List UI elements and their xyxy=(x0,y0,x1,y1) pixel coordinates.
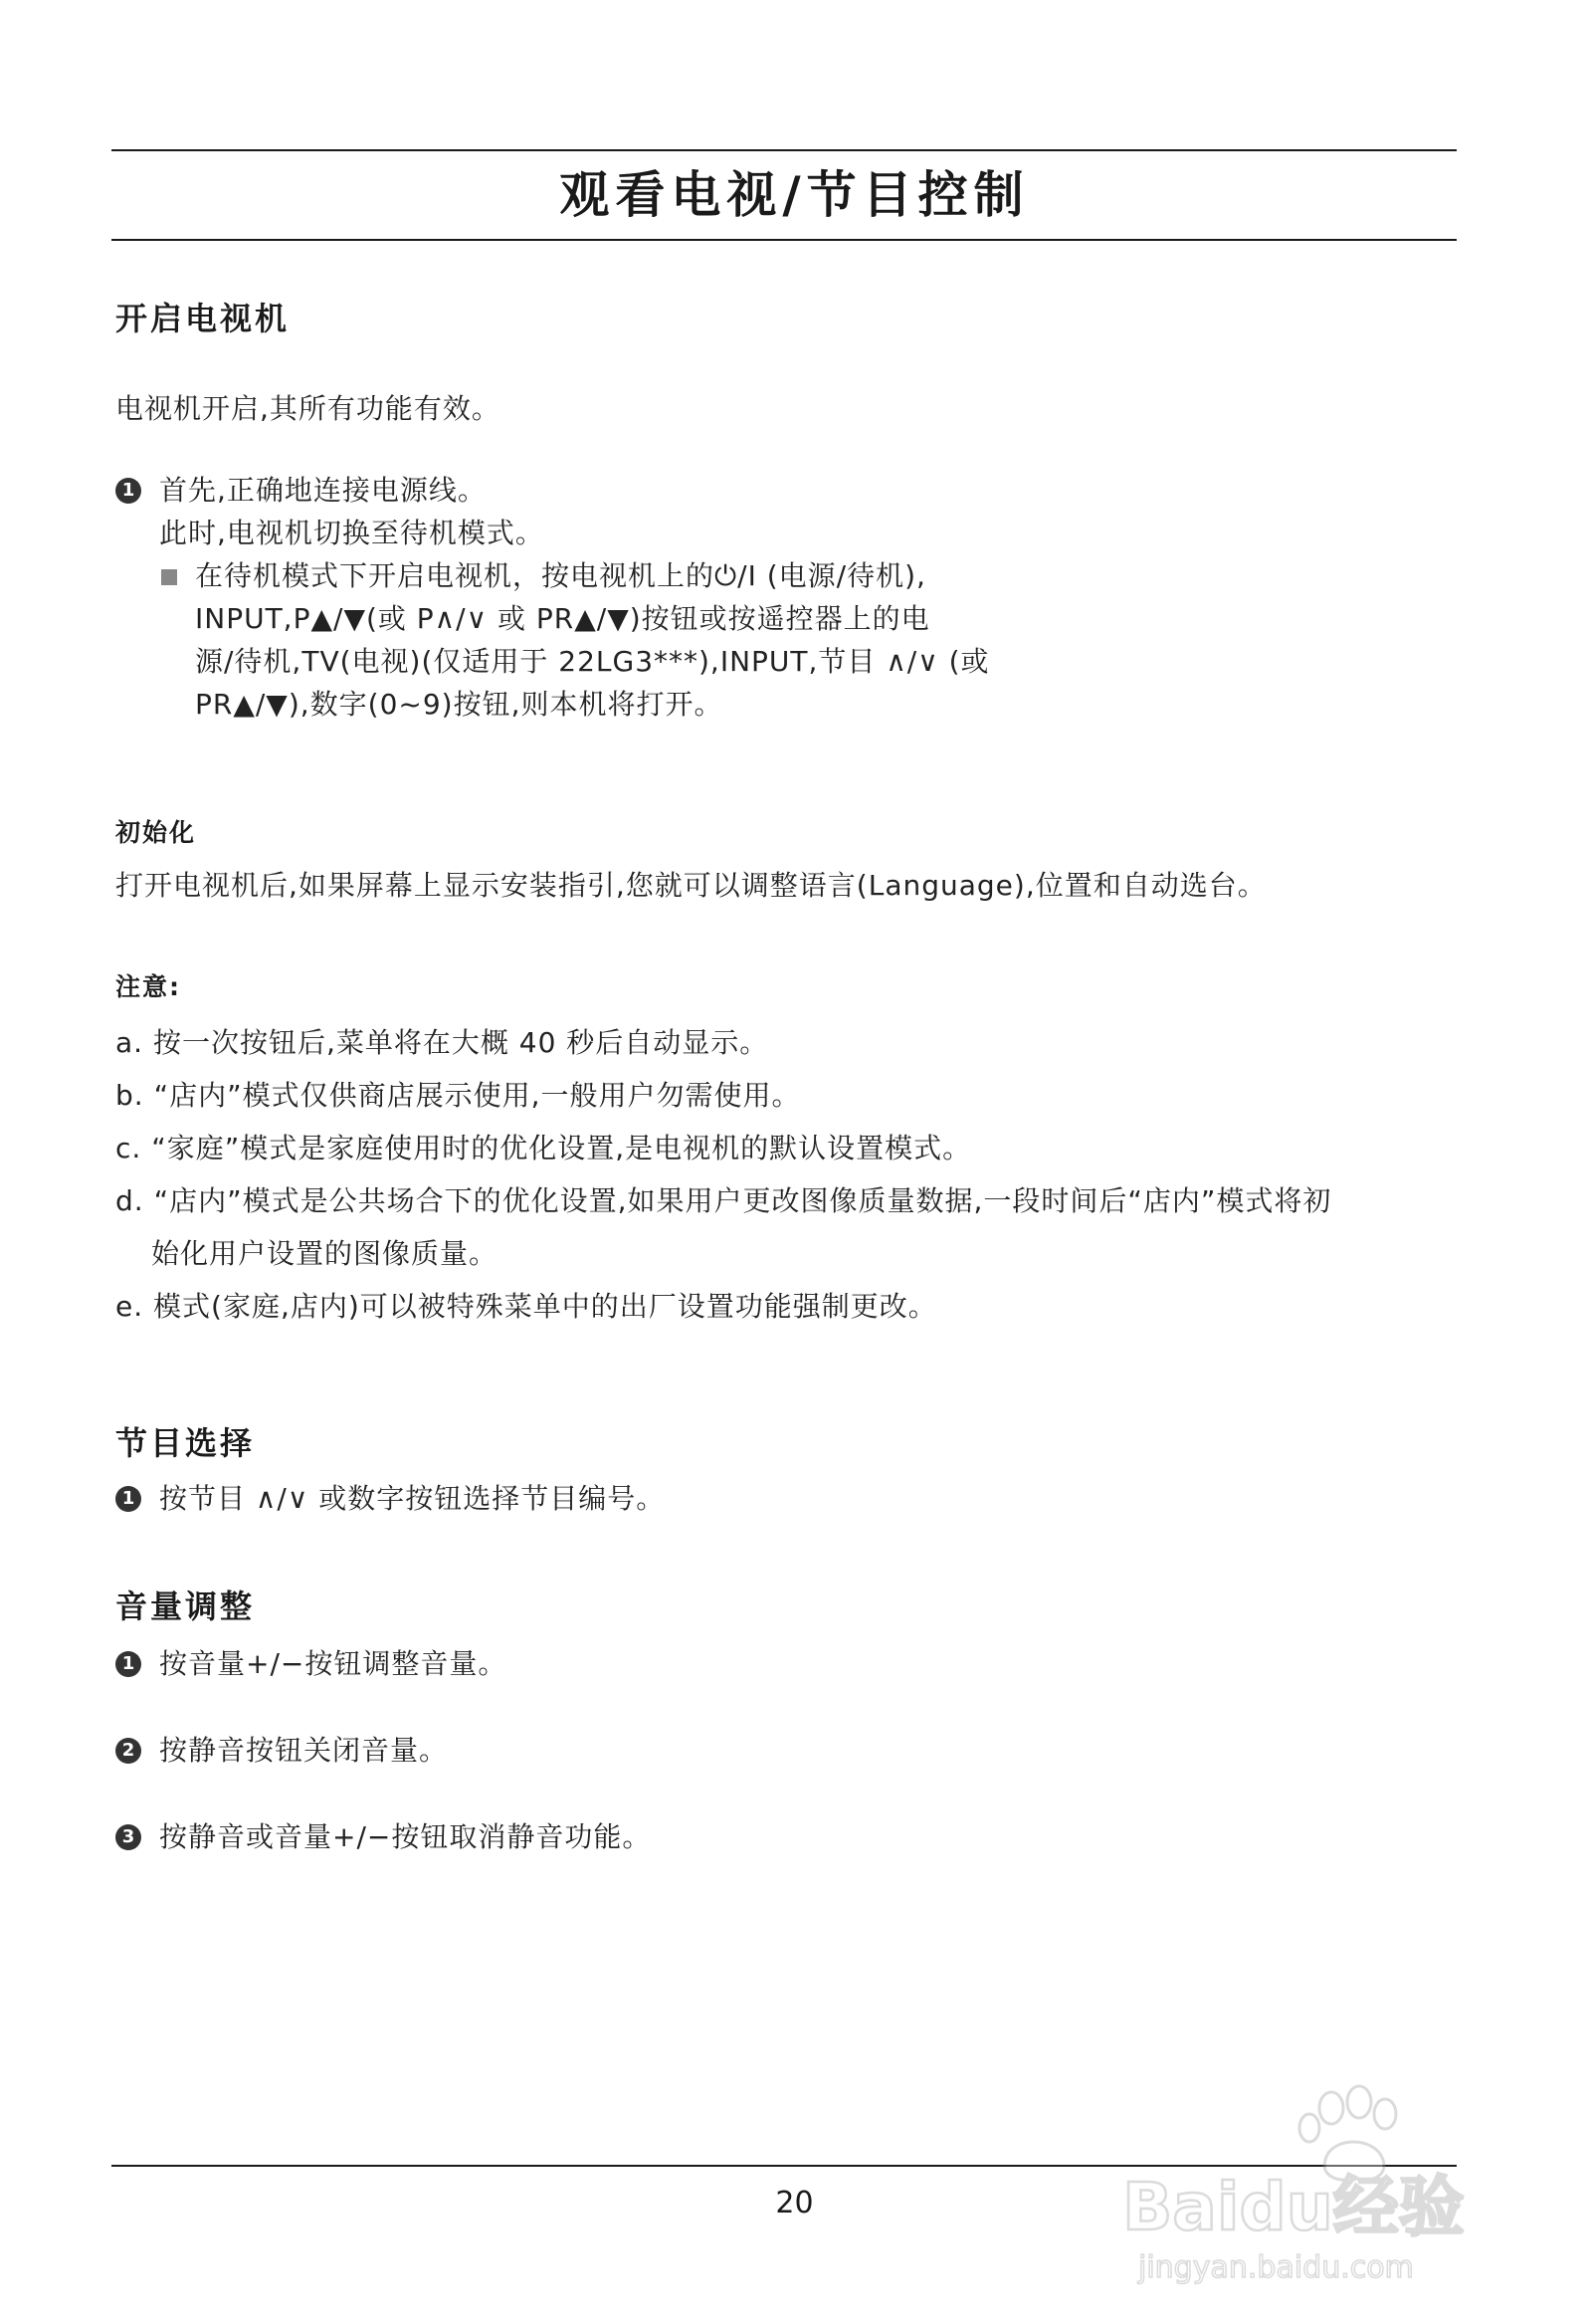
watermark-url: jingyan.baidu.com xyxy=(1138,2250,1414,2285)
bullet-square-icon xyxy=(161,569,177,585)
baidu-jingyan-watermark xyxy=(1114,2080,1512,2289)
power-bullet-line: PR▲/▼),数字(0~9)按钮,则本机将打开。 xyxy=(195,688,723,721)
volume-step-2: 按静音按钮关闭音量。 xyxy=(159,1734,449,1767)
paw-icon xyxy=(1299,2086,1396,2180)
note-item: a. 按一次按钮后,菜单将在大概 40 秒后自动显示。 xyxy=(115,1026,769,1059)
step-badge-2: 2 xyxy=(115,1738,141,1764)
power-step-line-1: 首先,正确地连接电源线。 xyxy=(159,474,487,507)
section-heading-program-selection: 节目选择 xyxy=(115,1424,256,1462)
note-item: e. 模式(家庭,店内)可以被特殊菜单中的出厂设置功能强制更改。 xyxy=(115,1290,937,1323)
step-badge-1: 1 xyxy=(115,1486,141,1512)
section-heading-volume: 音量调整 xyxy=(115,1587,256,1625)
header-top-rule xyxy=(111,149,1457,151)
note-item: c. “家庭”模式是家庭使用时的优化设置,是电视机的默认设置模式。 xyxy=(115,1132,972,1164)
note-item: 始化用户设置的图像质量。 xyxy=(151,1237,498,1270)
power-bullet-line: 源/待机,TV(电视)(仅适用于 22LG3***),INPUT,节目 ∧/∨ (或 xyxy=(195,645,990,678)
power-bullet-line: INPUT,P▲/▼(或 P∧/∨ 或 PR▲/▼)按钮或按遥控器上的电 xyxy=(195,602,930,635)
step-badge-3: 3 xyxy=(115,1824,141,1850)
note-item: b. “店内”模式仅供商店展示使用,一般用户勿需使用。 xyxy=(115,1079,801,1112)
page-title: 观看电视/节目控制 xyxy=(559,166,1030,224)
power-step-line-2: 此时,电视机切换至待机模式。 xyxy=(159,517,544,549)
section-heading-notes: 注意: xyxy=(115,972,181,1001)
watermark-brand: Baidu经验 xyxy=(1122,2169,1465,2245)
volume-step-3: 按静音或音量+/−按钮取消静音功能。 xyxy=(159,1820,652,1853)
note-item: d. “店内”模式是公共场合下的优化设置,如果用户更改图像质量数据,一段时间后“店内”模式将初 xyxy=(115,1184,1332,1217)
power-on-intro: 电视机开启,其所有功能有效。 xyxy=(115,392,500,425)
header-bottom-rule xyxy=(111,239,1457,241)
power-bullet-line: 在待机模式下开启电视机，按电视机上的⏻/I (电源/待机), xyxy=(195,559,926,592)
page-number: 20 xyxy=(775,2186,814,2220)
step-badge-1: 1 xyxy=(115,478,141,504)
initialization-text: 打开电视机后,如果屏幕上显示安装指引,您就可以调整语言(Language),位置和自动选台。 xyxy=(115,869,1267,902)
program-step-1: 按节目 ∧/∨ 或数字按钮选择节目编号。 xyxy=(159,1482,666,1515)
step-badge-1: 1 xyxy=(115,1651,141,1677)
section-heading-power-on: 开启电视机 xyxy=(115,300,291,337)
section-heading-initialization: 初始化 xyxy=(115,818,197,847)
volume-step-1: 按音量+/−按钮调整音量。 xyxy=(159,1647,507,1680)
